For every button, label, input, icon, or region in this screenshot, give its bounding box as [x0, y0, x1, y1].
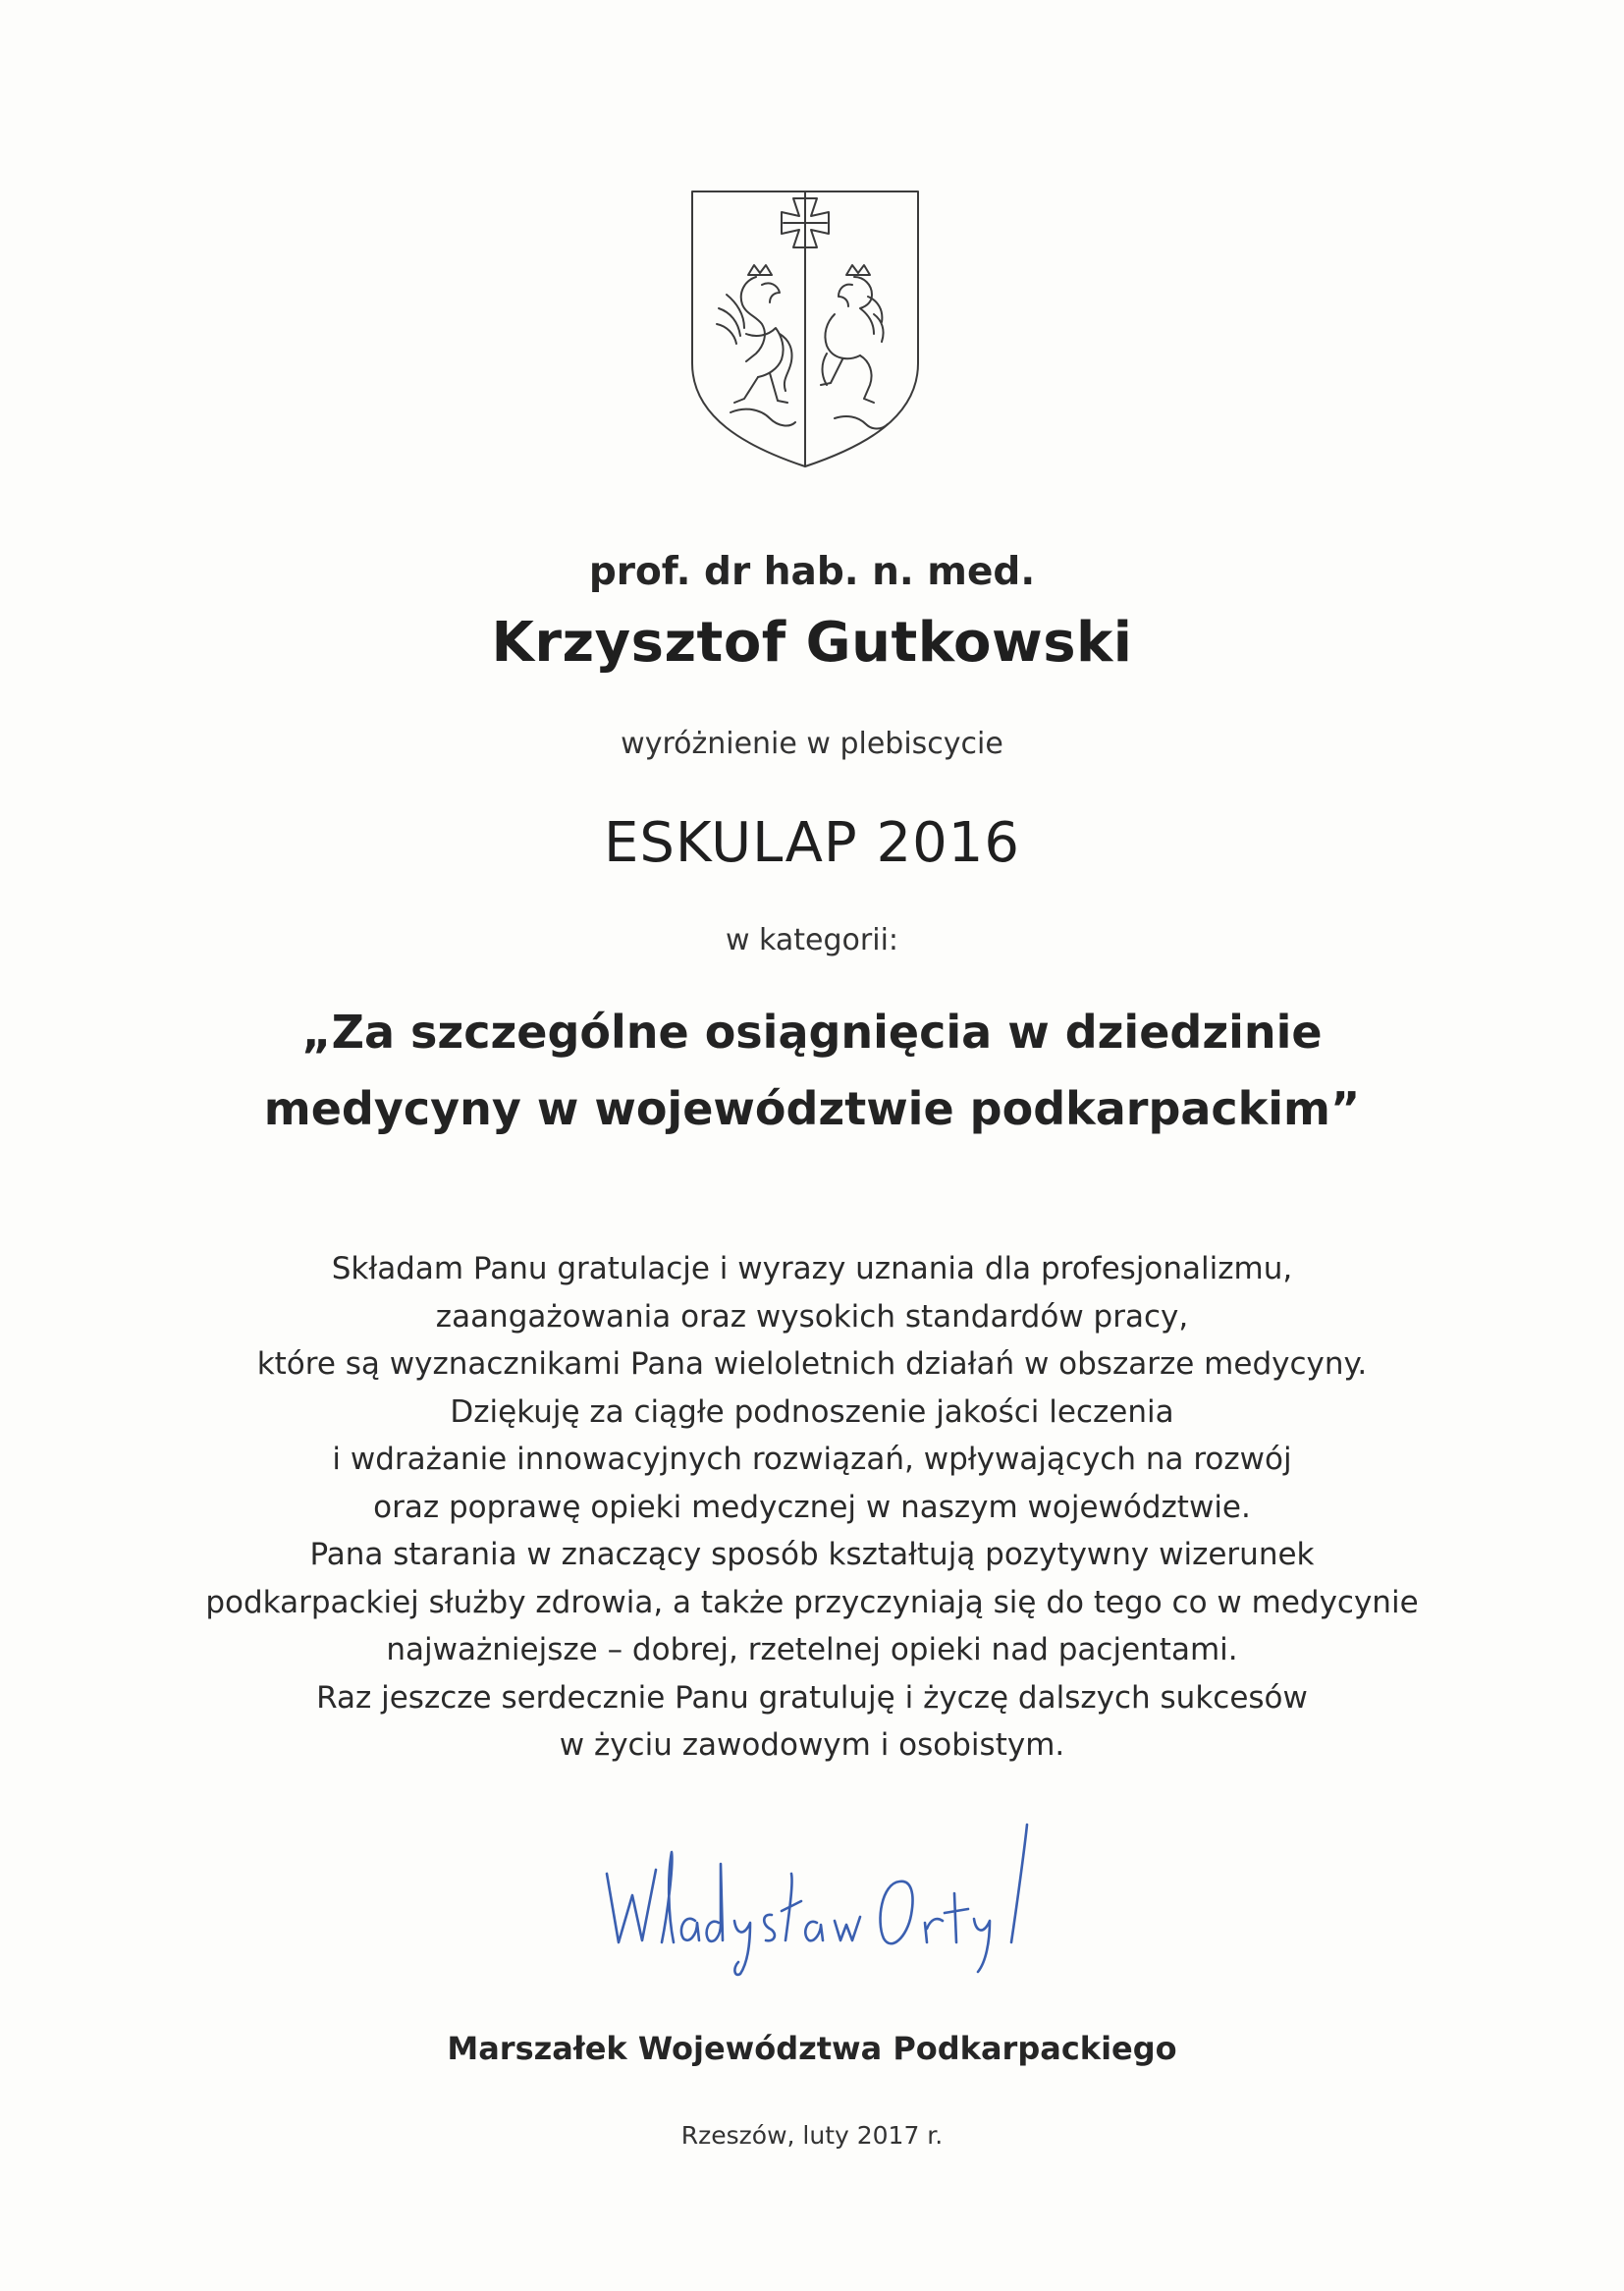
recipient-name: Krzysztof Gutkowski	[491, 611, 1133, 675]
academic-title: prof. dr hab. n. med.	[588, 550, 1036, 594]
body-line: w życiu zawodowym i osobistym.	[559, 1727, 1065, 1763]
place-and-date: Rzeszów, luty 2017 r.	[680, 2121, 944, 2150]
congratulations-text	[0, 1245, 1624, 1770]
body-line: i wdrażanie innowacyjnych rozwiązań, wpływających na rozwój	[332, 1442, 1292, 1477]
handwritten-signature	[589, 1805, 1051, 1982]
award-category-line: „Za szczególne osiągnięcia w dziedzinie	[301, 1006, 1323, 1059]
signatory-title: Marszałek Województwa Podkarpackiego	[447, 2030, 1177, 2067]
category-label: w kategorii:	[725, 923, 899, 957]
award-category-line: medycyny w województwie podkarpackim”	[263, 1082, 1361, 1135]
award-category	[0, 994, 1624, 1147]
coat-of-arms-icon	[687, 187, 923, 471]
body-line: które są wyznacznikami Pana wieloletnich działań w obszarze medycyny.	[256, 1346, 1368, 1382]
distinction-line: wyróżnienie w plebiscycie	[621, 727, 1003, 761]
body-line: zaangażowania oraz wysokich standardów pracy,	[435, 1298, 1189, 1335]
body-line: Dziękuję za ciągłe podnoszenie jakości leczenia	[450, 1393, 1174, 1430]
body-line: najważniejsze – dobrej, rzetelnej opieki nad pacjentami.	[386, 1632, 1238, 1667]
body-line: Składam Panu gratulacje i wyrazy uznania dla profesjonalizmu,	[331, 1251, 1293, 1286]
body-line: Raz jeszcze serdecznie Panu gratuluję i życzę dalszych sukcesów	[316, 1679, 1308, 1716]
body-line: oraz poprawę opieki medycznej w naszym województwie.	[373, 1489, 1251, 1525]
body-line: Pana starania w znaczący sposób kształtują pozytywny wizerunek	[309, 1537, 1315, 1572]
award-name: ESKULAP 2016	[603, 811, 1020, 875]
body-line: podkarpackiej służby zdrowia, a także przyczyniają się do tego co w medycynie	[205, 1584, 1419, 1620]
